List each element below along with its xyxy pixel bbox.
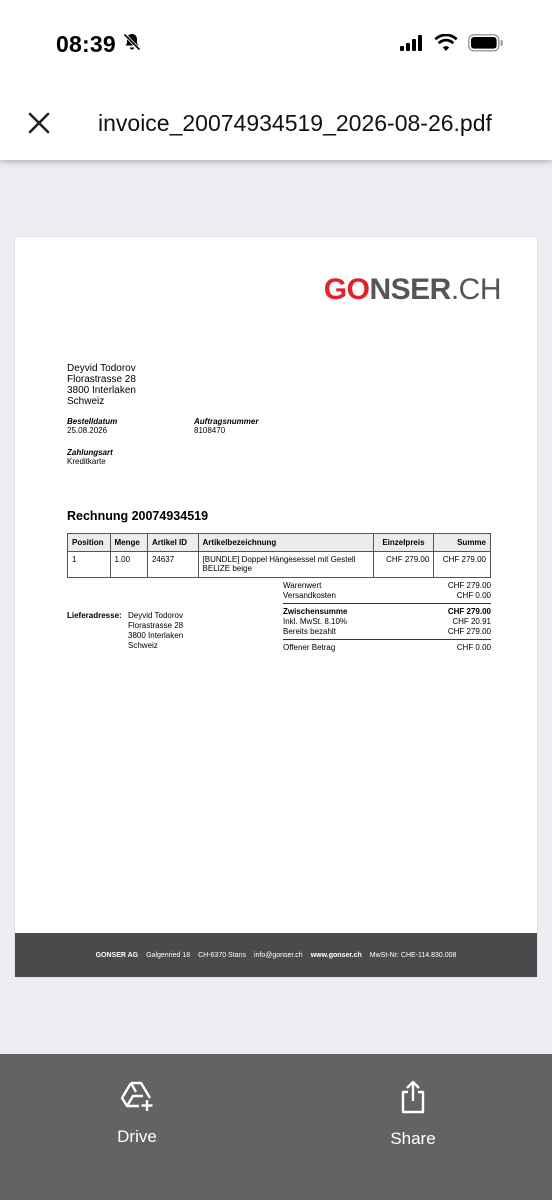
delivery-name: Deyvid Todorov — [128, 611, 183, 620]
mwst-row: Inkl. MwSt. 8.10% CHF 20.91 — [283, 617, 491, 626]
close-button[interactable] — [24, 108, 54, 138]
payment-method: Kreditkarte — [67, 457, 106, 466]
battery-icon — [468, 34, 504, 57]
order-date: 25.08.2026 — [67, 426, 108, 435]
footer-web: www.gonser.ch — [310, 951, 362, 959]
bezahlt-row: Bereits bezahlt CHF 279.00 — [283, 627, 491, 636]
col-summe: Summe — [434, 534, 491, 552]
payment-block — [67, 448, 113, 466]
order-number-label: Auftragsnummer — [194, 417, 259, 426]
versand-row: Versandkosten CHF 0.00 — [283, 591, 491, 600]
cell-einzelpreis: CHF 279.00 — [373, 552, 434, 578]
footer-city: CH-6370 Stans — [198, 951, 246, 959]
document-footer — [15, 933, 537, 977]
drive-label: Drive — [117, 1127, 157, 1146]
order-number: 8108470 — [194, 426, 226, 435]
footer-company: GONSER AG — [95, 951, 139, 959]
gonser-logo: GONSER.CH — [323, 273, 501, 306]
payment-label: Zahlungsart — [67, 448, 113, 457]
delivery-street: Florastrasse 28 — [128, 621, 184, 630]
drive-button[interactable] — [77, 1080, 197, 1147]
totals-divider — [283, 639, 491, 640]
col-position: Position — [68, 534, 111, 552]
delivery-country: Schweiz — [128, 641, 158, 650]
col-einzelpreis: Einzelpreis — [373, 534, 434, 552]
cellular-signal-icon — [400, 35, 424, 56]
order-number-block — [194, 417, 258, 435]
footer-vat: MwSt-Nr: CHE-114.830.008 — [369, 951, 457, 959]
customer-street: Florastrasse 28 — [67, 374, 136, 385]
status-icons — [400, 34, 504, 57]
share-button[interactable] — [353, 1080, 473, 1149]
delivery-lines — [128, 611, 183, 651]
cell-position: 1 — [68, 552, 111, 578]
delivery-address — [67, 611, 183, 651]
totals-block — [283, 581, 491, 653]
invoice-title: Rechnung 20074934519 — [67, 509, 209, 523]
cell-menge: 1.00 — [110, 552, 147, 578]
close-icon — [24, 108, 54, 138]
time-text: 08:39 — [56, 31, 116, 57]
col-artikelbezeichnung: Artikelbezeichnung — [198, 534, 373, 552]
footer-email: info@gonser.ch — [253, 951, 303, 959]
cell-artikelbezeichnung: [BUNDLE] Doppel Hängesessel mit Gestell BELIZE beige — [198, 552, 373, 578]
customer-country: Schweiz — [67, 396, 105, 407]
pdf-page — [15, 237, 537, 977]
order-date-label: Bestelldatum — [67, 417, 118, 426]
share-label: Share — [390, 1129, 436, 1148]
delivery-city: 3800 Interlaken — [128, 631, 184, 640]
drive-add-icon — [120, 1080, 154, 1112]
cell-artikel-id: 24637 — [147, 552, 198, 578]
offen-row: Offener Betrag CHF 0.00 — [283, 643, 491, 652]
customer-name: Deyvid Todorov — [67, 363, 136, 374]
invoice-table — [67, 533, 491, 578]
customer-address — [67, 363, 136, 407]
bell-slash-icon — [122, 31, 142, 58]
footer-street: Galgenried 18 — [146, 951, 191, 959]
table-header-row — [68, 534, 491, 552]
cell-summe: CHF 279.00 — [434, 552, 491, 578]
wifi-icon — [434, 34, 458, 57]
file-title: invoice_20074934519_2026-08-26.pdf — [98, 110, 492, 136]
bottom-action-bar — [0, 1054, 552, 1200]
top-bar — [0, 0, 552, 160]
customer-city: 3800 Interlaken — [67, 385, 136, 396]
status-time — [56, 31, 142, 58]
order-date-block — [67, 417, 117, 435]
zwischensumme-row: Zwischensumme CHF 279.00 — [283, 607, 491, 616]
table-row — [68, 552, 491, 578]
totals-divider — [283, 603, 491, 604]
col-menge: Menge — [110, 534, 147, 552]
delivery-label: Lieferadresse: — [67, 611, 122, 620]
share-icon — [398, 1080, 428, 1114]
col-artikel-id: Artikel ID — [147, 534, 198, 552]
warenwert-row: Warenwert CHF 279.00 — [283, 581, 491, 590]
